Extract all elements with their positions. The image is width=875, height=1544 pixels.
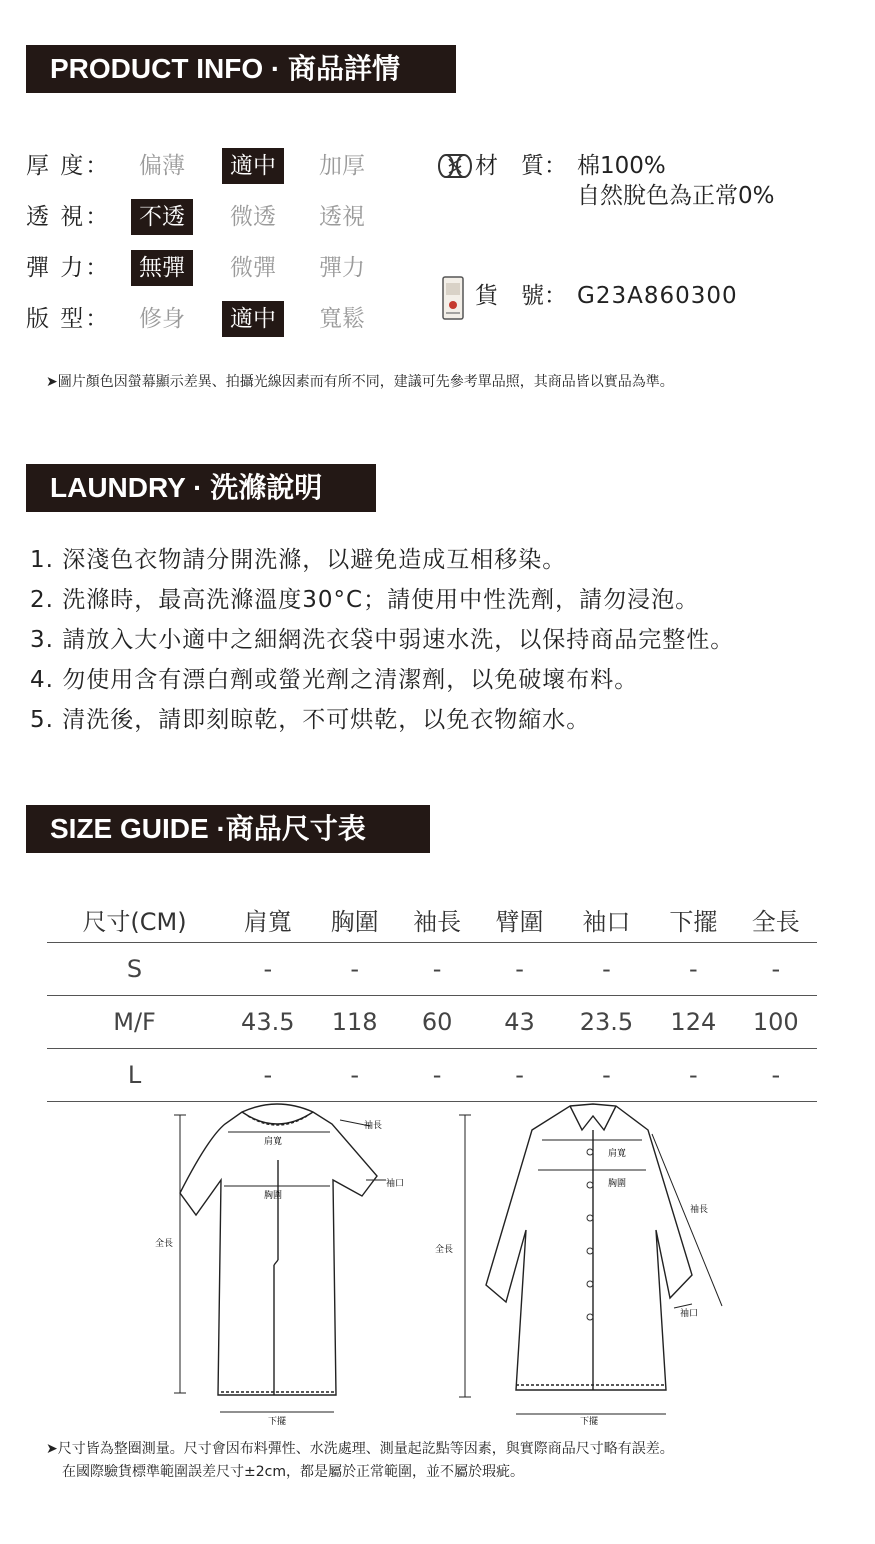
table-row xyxy=(47,996,817,1049)
attribute-label: 彈 力： xyxy=(26,255,111,281)
col-size: 尺寸(CM) xyxy=(47,896,222,943)
dress1-sleeve-label: 袖長 xyxy=(364,1121,383,1131)
dress2-cuff-label: 袖口 xyxy=(680,1309,699,1319)
size-table xyxy=(47,896,817,1102)
attribute-option: 微透 xyxy=(230,204,276,230)
size-note-2: 在國際驗貨標準範圍誤差尺寸±2cm，都是屬於正常範圍，並不屬於瑕疵。 xyxy=(62,1464,524,1480)
attribute-option: 偏薄 xyxy=(139,153,185,179)
col-arm: 臂圍 xyxy=(478,896,560,943)
col-length: 全長 xyxy=(735,896,817,943)
size-table-header-row xyxy=(47,896,817,943)
laundry-item: 3. 請放入大小適中之細網洗衣袋中弱速水洗，以保持商品完整性。 xyxy=(30,627,735,653)
attribute-label: 厚 度： xyxy=(26,153,111,179)
laundry-item: 5. 清洗後，請即刻晾乾，不可烘乾，以免衣物縮水。 xyxy=(30,707,591,733)
dress1-full-length-label: 全長 xyxy=(155,1239,174,1249)
attribute-option-selected: 適中 xyxy=(222,148,284,184)
item-no-label: 貨 號： xyxy=(475,283,567,309)
size-value-cell: - xyxy=(396,1049,478,1102)
size-table-body xyxy=(47,943,817,1102)
dress2-shoulder-label: 肩寬 xyxy=(608,1149,627,1159)
attribute-row xyxy=(26,248,426,288)
laundry-item: 4. 勿使用含有漂白劑或螢光劑之清潔劑，以免破壞布料。 xyxy=(30,667,639,693)
dress2-full-length-label: 全長 xyxy=(435,1245,454,1255)
size-label-cell: L xyxy=(47,1049,222,1102)
size-value-cell: - xyxy=(735,943,817,996)
col-sleeve: 袖長 xyxy=(396,896,478,943)
size-value-cell: 124 xyxy=(652,996,734,1049)
attribute-row xyxy=(26,299,426,339)
attribute-option-selected: 適中 xyxy=(222,301,284,337)
attribute-row xyxy=(26,146,426,186)
attribute-label: 透 視： xyxy=(26,204,111,230)
size-value-cell: - xyxy=(222,1049,313,1102)
size-value-cell: - xyxy=(652,943,734,996)
attribute-option-selected: 不透 xyxy=(131,199,193,235)
size-value-cell: 43.5 xyxy=(222,996,313,1049)
laundry-item: 2. 洗滌時，最高洗滌溫度30°C；請使用中性洗劑，請勿浸泡。 xyxy=(30,587,700,613)
material-note: 自然脫色為正常0% xyxy=(577,183,775,209)
material-label: 材 質： xyxy=(475,153,567,179)
attribute-option: 透視 xyxy=(319,204,365,230)
attribute-option: 加厚 xyxy=(319,153,365,179)
col-hem: 下擺 xyxy=(652,896,734,943)
col-shoulder: 肩寬 xyxy=(222,896,313,943)
attribute-option: 修身 xyxy=(139,306,185,332)
dress1-cuff-label: 袖口 xyxy=(386,1179,405,1189)
attribute-row xyxy=(26,197,426,237)
table-row xyxy=(47,943,817,996)
size-value-cell: - xyxy=(222,943,313,996)
attribute-option: 寬鬆 xyxy=(319,306,365,332)
size-note-1: ➤尺寸皆為整圈測量。尺寸會因布料彈性、水洗處理、測量起訖點等因素，與實際商品尺寸略有誤差。 xyxy=(46,1441,674,1457)
tag-icon xyxy=(440,275,466,321)
col-chest: 胸圍 xyxy=(313,896,395,943)
size-guide-header: SIZE GUIDE ·商品尺寸表 xyxy=(26,805,430,853)
attribute-option: 微彈 xyxy=(230,255,276,281)
laundry-header: LAUNDRY · 洗滌說明 xyxy=(26,464,376,512)
size-value-cell: 23.5 xyxy=(561,996,652,1049)
product-info-header: PRODUCT INFO · 商品詳情 xyxy=(26,45,456,93)
size-value-cell: 60 xyxy=(396,996,478,1049)
dress2-hem-label: 下擺 xyxy=(580,1417,599,1427)
size-value-cell: - xyxy=(396,943,478,996)
item-no-value: G23A860300 xyxy=(577,283,738,309)
tshirt-dress-diagram xyxy=(140,1100,440,1430)
size-value-cell: - xyxy=(313,943,395,996)
size-value-cell: 100 xyxy=(735,996,817,1049)
size-value-cell: - xyxy=(561,943,652,996)
dress1-hem-label: 下擺 xyxy=(268,1417,287,1427)
laundry-list xyxy=(30,540,734,740)
dress1-shoulder-label: 肩寬 xyxy=(264,1137,283,1147)
attribute-option: 彈力 xyxy=(319,255,365,281)
col-cuff: 袖口 xyxy=(561,896,652,943)
dress2-chest-label: 胸圍 xyxy=(608,1179,627,1189)
material-value: 棉100% xyxy=(577,153,666,179)
dress2-sleeve-label: 袖長 xyxy=(690,1205,709,1215)
attribute-label: 版 型： xyxy=(26,306,111,332)
size-value-cell: - xyxy=(561,1049,652,1102)
color-disclaimer: ➤圖片顏色因螢幕顯示差異、拍攝光線因素而有所不同，建議可先參考單品照，其商品皆以實品為準。 xyxy=(46,374,674,390)
size-value-cell: 43 xyxy=(478,996,560,1049)
size-value-cell: - xyxy=(478,943,560,996)
size-value-cell: - xyxy=(478,1049,560,1102)
shirt-dress-diagram xyxy=(430,1100,750,1430)
table-row xyxy=(47,1049,817,1102)
size-value-cell: - xyxy=(313,1049,395,1102)
size-value-cell: - xyxy=(735,1049,817,1102)
dress1-chest-label: 胸圍 xyxy=(264,1191,283,1201)
thread-spool-icon xyxy=(437,150,473,182)
size-label-cell: S xyxy=(47,943,222,996)
attribute-option-selected: 無彈 xyxy=(131,250,193,286)
size-label-cell: M/F xyxy=(47,996,222,1049)
laundry-item: 1. 深淺色衣物請分開洗滌，以避免造成互相移染。 xyxy=(30,547,567,573)
size-value-cell: - xyxy=(652,1049,734,1102)
size-value-cell: 118 xyxy=(313,996,395,1049)
